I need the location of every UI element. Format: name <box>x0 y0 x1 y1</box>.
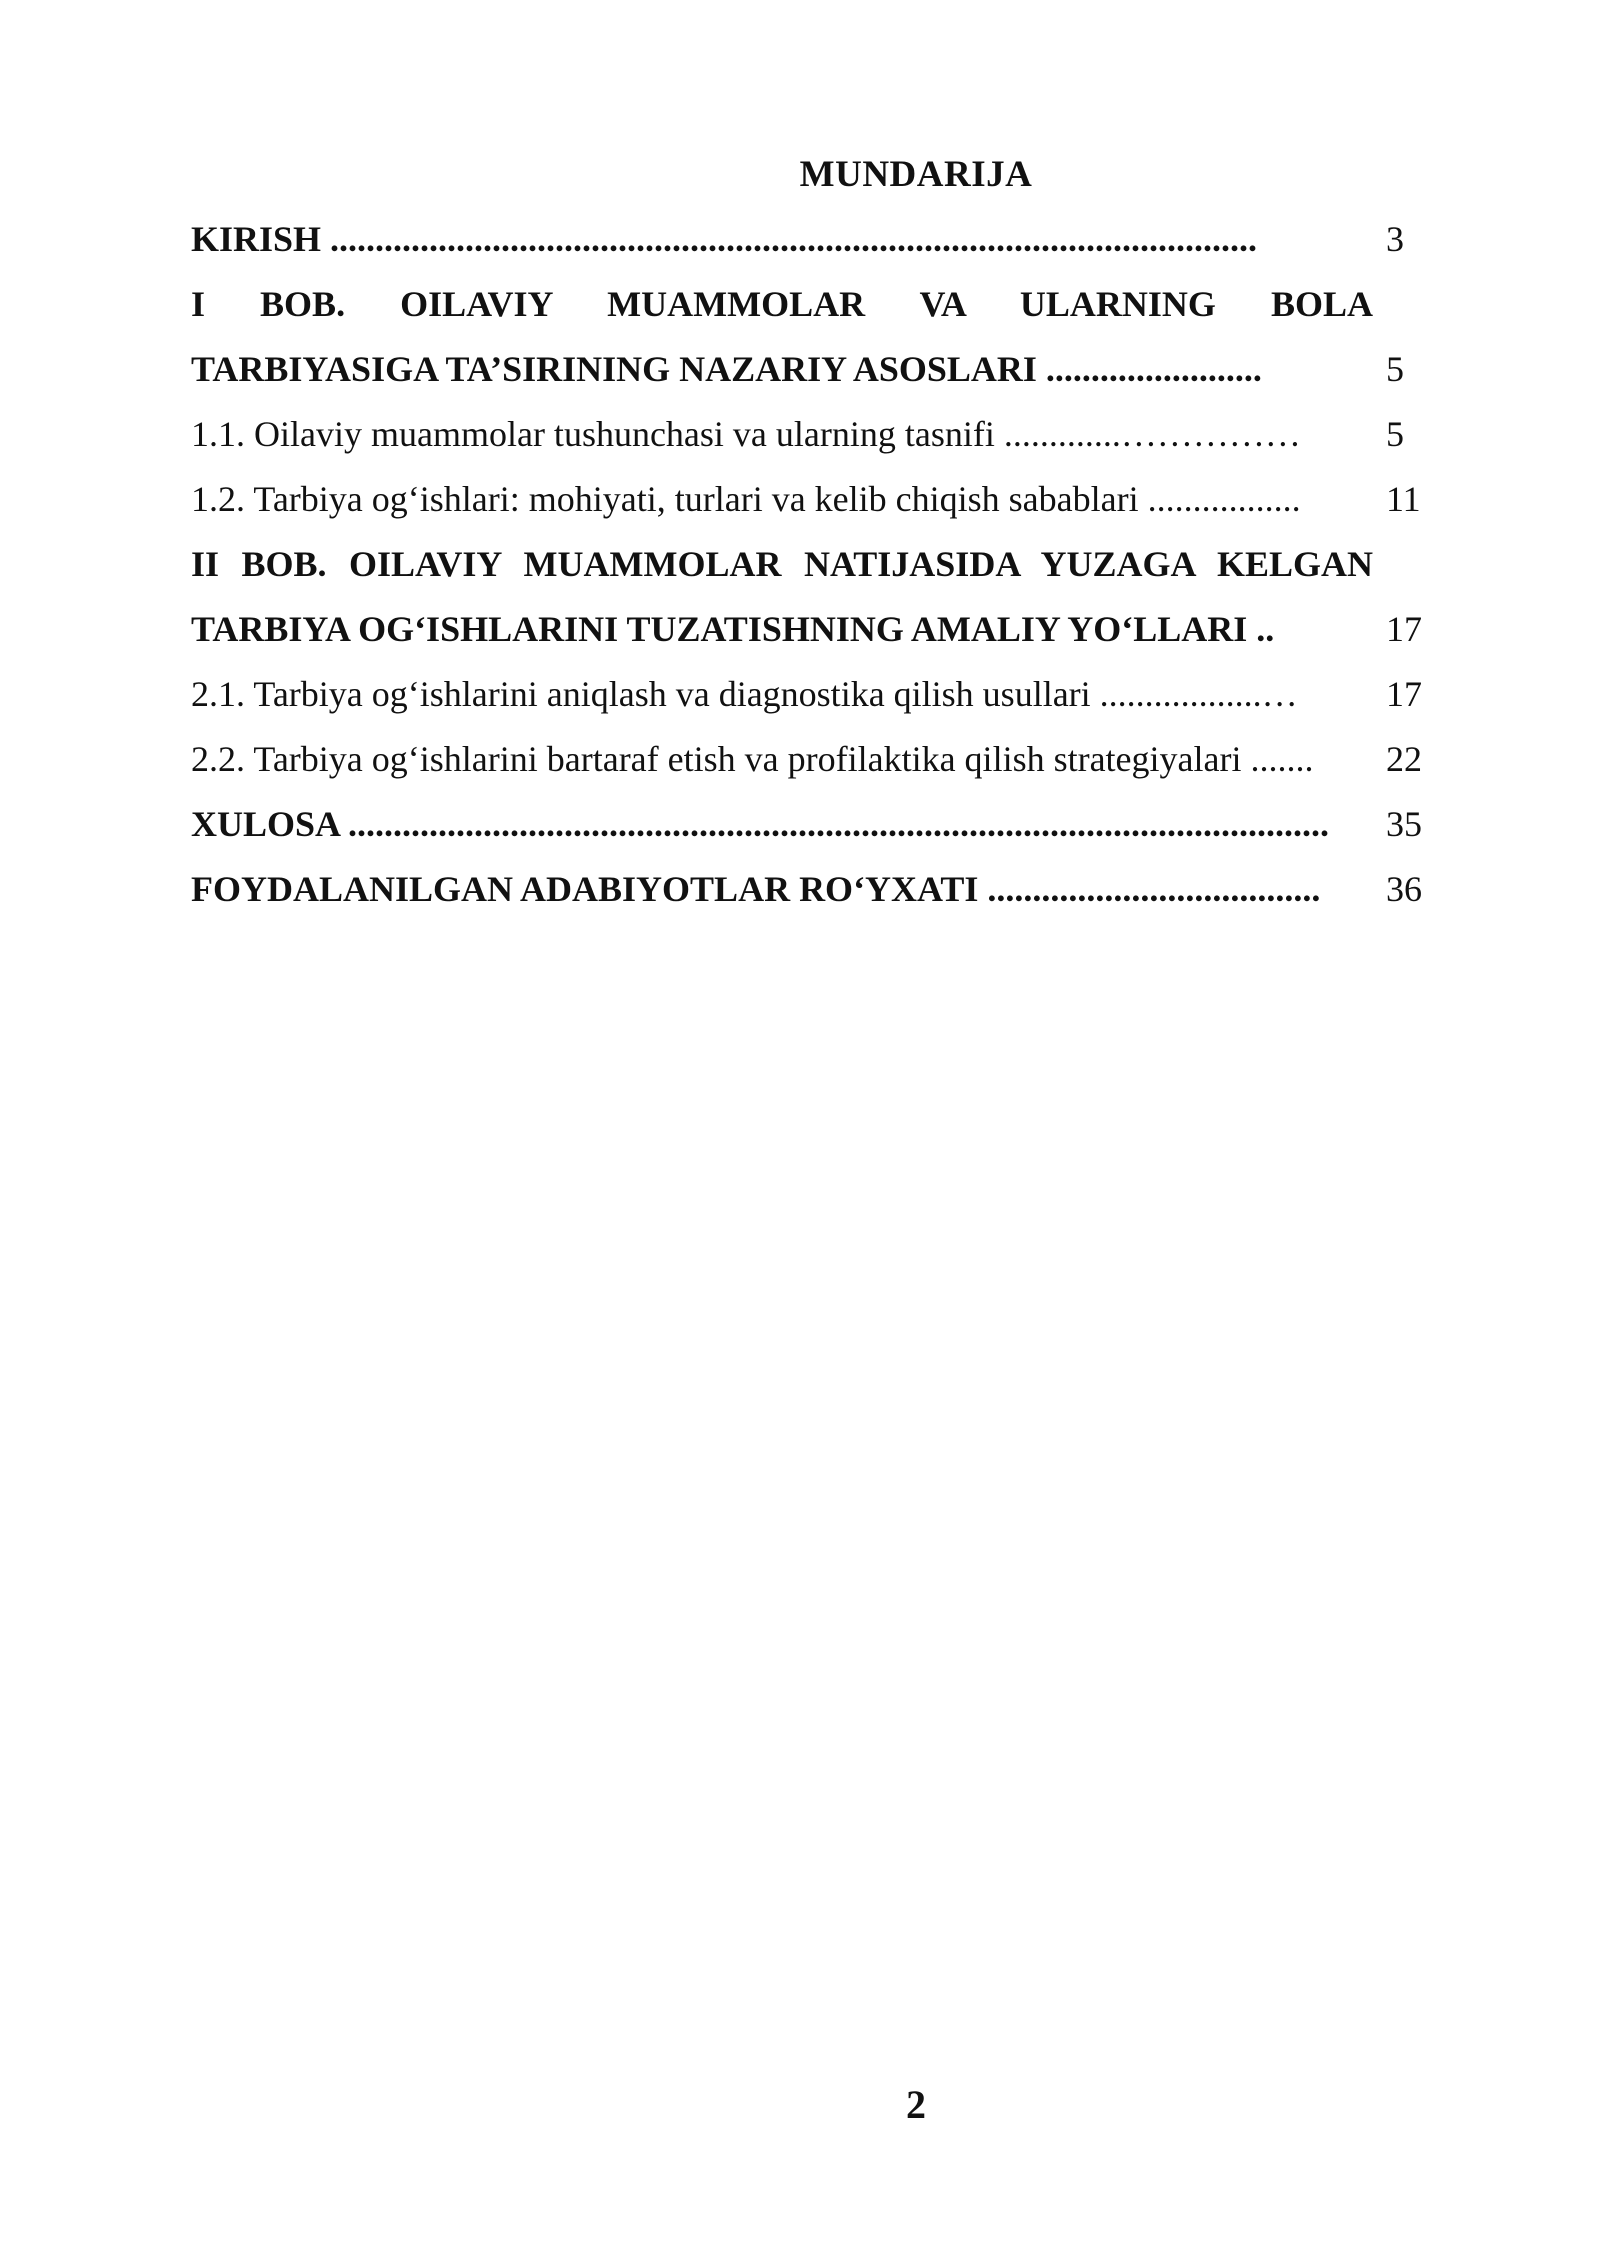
toc-entry-label: TARBIYA OG‘ISHLARINI TUZATISHNING AMALIY YO‘LLARI .. <box>191 609 1275 649</box>
toc-entry-label: FOYDALANILGAN ADABIYOTLAR RO‘YXATI ..................................... <box>191 869 1321 909</box>
toc-title: MUNDARIJA <box>799 154 1033 195</box>
toc-entry-section-1-1 <box>191 409 1446 474</box>
toc-entry-section-2-2 <box>191 734 1446 799</box>
toc-entry-page: 11 <box>1386 479 1421 519</box>
toc-entry-label: I BOB. OILAVIY MUAMMOLAR VA ULARNING BOLA <box>191 284 1373 324</box>
toc-entry-label: II BOB. OILAVIY MUAMMOLAR NATIJASIDA YUZAGA KELGAN <box>191 544 1373 584</box>
table-of-contents <box>191 214 1446 929</box>
toc-entry-chapter-1-line-2 <box>191 344 1446 409</box>
toc-entry-page: 3 <box>1386 219 1404 259</box>
page-number: 2 <box>906 2082 926 2127</box>
toc-entry-page: 36 <box>1386 869 1422 909</box>
toc-entry-label: 1.1. Oilaviy muammolar tushunchasi va ularning tasnifi .............…………… <box>191 414 1301 454</box>
toc-entry-page: 5 <box>1386 349 1404 389</box>
toc-entry-page: 22 <box>1386 739 1422 779</box>
toc-entry-label: 1.2. Tarbiya og‘ishlari: mohiyati, turlari va kelib chiqish sabablari ................. <box>191 479 1301 519</box>
toc-entry-chapter-2-line-2 <box>191 604 1446 669</box>
toc-entry-kirish <box>191 214 1446 279</box>
toc-entry-page: 35 <box>1386 804 1422 844</box>
toc-entry-references <box>191 864 1446 929</box>
toc-entry-label: KIRISH ....................................................................................................... <box>191 219 1258 259</box>
toc-entry-page: 17 <box>1386 609 1422 649</box>
toc-entry-chapter-1-line-1 <box>191 279 1446 344</box>
toc-entry-xulosa <box>191 799 1446 864</box>
page-number-wrapper <box>0 2080 1600 2130</box>
toc-entry-chapter-2-line-1 <box>191 539 1446 604</box>
toc-title-wrapper <box>0 150 1600 200</box>
toc-entry-section-2-1 <box>191 669 1446 734</box>
toc-entry-page: 17 <box>1386 674 1422 714</box>
toc-entry-label: 2.2. Tarbiya og‘ishlarini bartaraf etish va profilaktika qilish strategiyalari ....... <box>191 739 1314 779</box>
toc-entry-section-1-2 <box>191 474 1446 539</box>
toc-entry-label: TARBIYASIGA TA’SIRINING NAZARIY ASOSLARI ........................ <box>191 349 1262 389</box>
toc-entry-label: 2.1. Tarbiya og‘ishlarini aniqlash va diagnostika qilish usullari ..................… <box>191 674 1298 714</box>
toc-entry-label: XULOSA ............................................................................................................. <box>191 804 1330 844</box>
toc-entry-page: 5 <box>1386 414 1404 454</box>
